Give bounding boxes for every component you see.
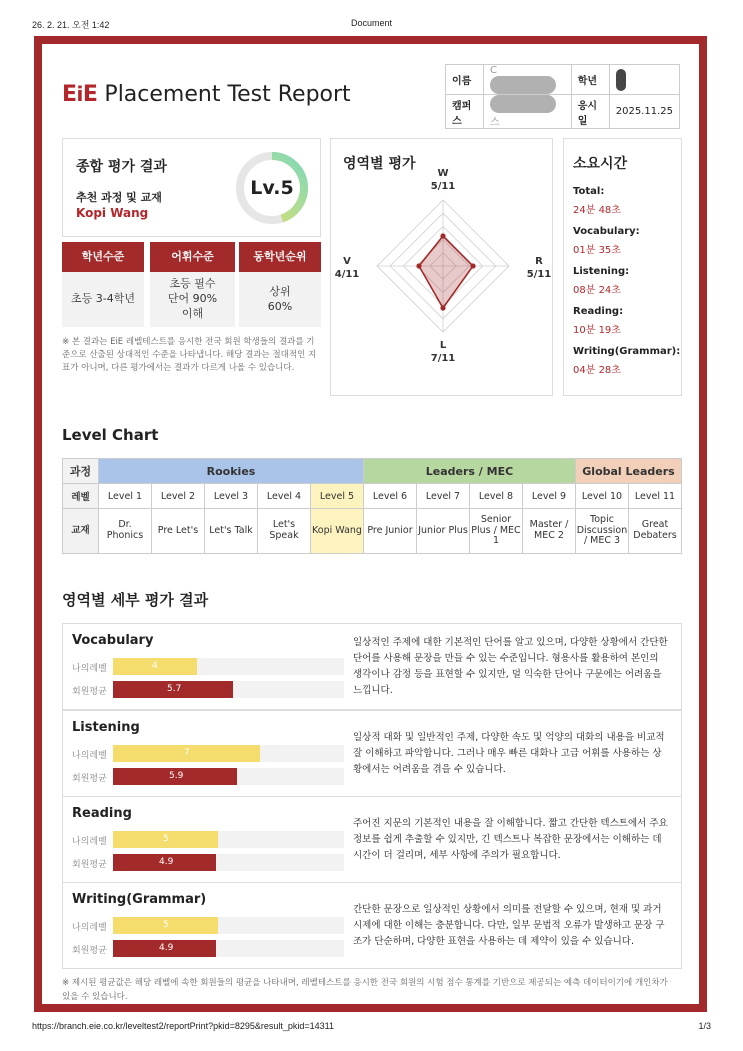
- my-level-track: [113, 831, 344, 848]
- detail-section: [62, 710, 682, 797]
- grade-value: [609, 65, 679, 95]
- time-total-label: Total:: [573, 186, 605, 197]
- avg-level-bar: [113, 768, 237, 785]
- radar-axis-score: 7/11: [430, 353, 456, 364]
- report-frame: [34, 36, 707, 1012]
- time-writing-label: Writing(Grammar):: [573, 346, 681, 357]
- stat-value-rank: 상위 60%: [239, 272, 321, 327]
- my-level-bar: [113, 917, 218, 934]
- avg-level-value: 4.9: [159, 857, 174, 867]
- detail-section: [62, 882, 682, 969]
- avg-level-label: 회원평균: [72, 687, 107, 697]
- time-total-value: 24분 48초: [573, 205, 621, 216]
- avg-level-track: [113, 768, 344, 785]
- book-cell: Kopi Wang: [311, 509, 364, 554]
- print-doc-title: Document: [350, 18, 393, 28]
- radar-axis-label: R: [535, 256, 543, 267]
- detail-section-name: Vocabulary: [72, 633, 154, 648]
- my-level-bar: [113, 658, 197, 675]
- avg-level-label: 회원평균: [72, 860, 107, 870]
- detail-section-name: Listening: [72, 720, 140, 735]
- avg-level-track: [113, 940, 344, 957]
- detail-section: [62, 796, 682, 883]
- result-note: ※ 본 결과는 EiE 레벨테스트를 응시한 전국 회원 학생들의 결과를 기준으로 산출된 상대적인 수준을 나타냅니다. 해당 결과는 절대적인 지표가 아니며, 다른 평가에서는 결과가 다르게 나올 수 있습니다.: [62, 337, 317, 374]
- print-url: https://branch.eie.co.kr/leveltest2/reportPrint?pkid=8295&result_pkid=14311: [32, 1021, 335, 1031]
- book-cell: Junior Plus: [417, 509, 470, 554]
- row-head-book: 교재: [63, 509, 99, 554]
- radar-axis-score: 5/11: [526, 269, 552, 280]
- level-chart-table: [62, 458, 682, 554]
- my-level-value: 5: [163, 920, 169, 930]
- book-cell: Topic Discussion / MEC 3: [576, 509, 629, 554]
- time-listening-label: Listening:: [573, 266, 630, 277]
- level-cell: Level 1: [99, 484, 152, 509]
- average-footnote: ※ 제시된 평균값은 해당 레벨에 속한 회원들의 평균을 나타내며, 레벨테스트를 응시한 전국 회원의 시험 점수 통계를 기반으로 제공되는 예측 데이터이기에 개인차가 있을 수 있습니다.: [62, 978, 668, 1002]
- course-group-leaders: Leaders / MEC: [364, 459, 576, 484]
- time-vocab-value: 01분 35초: [573, 245, 621, 256]
- course-group-global: Global Leaders: [576, 459, 682, 484]
- my-level-label: 나의레벨: [72, 923, 107, 933]
- student-info-table: [445, 64, 680, 129]
- stat-head-rank: 동학년순위: [239, 242, 321, 272]
- recommend-label: 추천 과정 및 교재: [76, 191, 162, 204]
- avg-level-track: [113, 681, 344, 698]
- radar-point: [470, 263, 475, 268]
- level-cell: Level 9: [523, 484, 576, 509]
- book-cell: Let's Talk: [205, 509, 258, 554]
- level-cell: Level 5: [311, 484, 364, 509]
- time-vocab-label: Vocabulary:: [573, 226, 640, 237]
- redaction-mask: [616, 69, 626, 91]
- avg-level-bar: [113, 940, 216, 957]
- radar-axis-score: 5/11: [430, 181, 456, 192]
- my-level-bar: [113, 831, 218, 848]
- book-cell: Master / MEC 2: [523, 509, 576, 554]
- level-cell: Level 6: [364, 484, 417, 509]
- detail-title: 영역별 세부 평가 결과: [62, 591, 209, 609]
- overall-result-card: [62, 138, 321, 237]
- avg-level-bar: [113, 854, 216, 871]
- report-title: [62, 82, 351, 107]
- radar-chart: [331, 139, 554, 397]
- my-level-label: 나의레벨: [72, 751, 107, 761]
- time-reading-label: Reading:: [573, 306, 624, 317]
- level-cell: Level 10: [576, 484, 629, 509]
- test-date-label: 응시일: [571, 95, 609, 129]
- radar-axis-label: W: [437, 168, 449, 179]
- book-cell: Pre Junior: [364, 509, 417, 554]
- area-eval-card: [330, 138, 553, 396]
- print-footer: [32, 1021, 711, 1035]
- campus-label: 캠퍼스: [446, 95, 484, 129]
- redaction-mask: [490, 76, 556, 94]
- radar-point: [416, 263, 421, 268]
- avg-level-value: 4.9: [159, 943, 174, 953]
- time-writing-value: 04분 28초: [573, 365, 621, 376]
- avg-level-value: 5.7: [167, 684, 182, 694]
- my-level-label: 나의레벨: [72, 664, 107, 674]
- book-cell: Pre Let's: [152, 509, 205, 554]
- time-listening-value: 08분 24초: [573, 285, 621, 296]
- detail-description: 주어진 지문의 기본적인 내용을 잘 이해합니다. 짧고 간단한 텍스트에서 주요 정보를 쉽게 추출할 수 있지만, 긴 텍스트나 복잡한 문장에서는 이해하는 데 시간이 더 걸리며, 세부 사항에 주의가 필요합니다.: [353, 817, 668, 862]
- name-label: 이름: [446, 65, 484, 95]
- detail-description: 일상적인 주제에 대한 기본적인 단어를 알고 있으며, 다양한 상황에서 간단한 단어를 사용해 문장을 만들 수 있는 수준입니다. 형용사를 활용하여 본인의 생각이나 감정 등을 표현할 수 있지만, 덜 익숙한 단어나 구문에는 어려움을 느낍니다.: [353, 636, 668, 697]
- redaction-mask: [490, 95, 556, 113]
- detail-section-name: Writing(Grammar): [72, 892, 207, 907]
- detail-description: 일상적 대화 및 일반적인 주제, 다양한 속도 및 억양의 대화의 내용을 비교적 잘 이해하고 파악합니다. 그러나 매우 빠른 대화나 고급 어휘를 사용하는 상황에서는 어려움을 겪을 수 있습니다.: [353, 731, 665, 776]
- level-badge: Lv.5: [250, 177, 294, 199]
- grade-label: 학년: [571, 65, 609, 95]
- eie-logo: EiE: [62, 82, 98, 107]
- level-chart-title: Level Chart: [62, 426, 159, 444]
- avg-level-label: 회원평균: [72, 774, 107, 784]
- level-cell: Level 4: [258, 484, 311, 509]
- row-head-course: 과정: [63, 459, 99, 484]
- avg-level-bar: [113, 681, 233, 698]
- my-level-bar: [113, 745, 260, 762]
- radar-point: [440, 233, 445, 238]
- avg-level-label: 회원평균: [72, 946, 107, 956]
- my-level-value: 5: [163, 834, 169, 844]
- my-level-value: 7: [184, 748, 190, 758]
- level-cell: Level 3: [205, 484, 258, 509]
- campus-value: 스: [484, 95, 572, 129]
- stat-head-vocab: 어휘수준: [150, 242, 235, 272]
- stat-value-vocab: 초등 필수 단어 90% 이해: [150, 272, 235, 327]
- test-date-value: 2025.11.25: [609, 95, 679, 129]
- book-cell: Let's Speak: [258, 509, 311, 554]
- avg-level-value: 5.9: [169, 771, 184, 781]
- book-cell: Dr. Phonics: [99, 509, 152, 554]
- level-cell: Level 11: [629, 484, 682, 509]
- my-level-track: [113, 745, 344, 762]
- row-head-level: 레벨: [63, 484, 99, 509]
- level-cell: Level 7: [417, 484, 470, 509]
- overall-title: 종합 평가 결과: [76, 159, 167, 175]
- print-header: [32, 18, 711, 32]
- name-value: C: [484, 65, 572, 95]
- time-taken-card: [563, 138, 682, 396]
- course-group-rookies: Rookies: [99, 459, 364, 484]
- book-cell: Great Debaters: [629, 509, 682, 554]
- time-title: 소요시간: [573, 156, 628, 172]
- level-cell: Level 2: [152, 484, 205, 509]
- radar-point: [440, 305, 445, 310]
- print-page-number: 1/3: [698, 1021, 711, 1031]
- avg-level-track: [113, 854, 344, 871]
- my-level-label: 나의레벨: [72, 837, 107, 847]
- detail-section: [62, 623, 682, 710]
- my-level-track: [113, 658, 344, 675]
- my-level-value: 4: [152, 661, 158, 671]
- print-datetime: 26. 2. 21. 오전 1:42: [32, 20, 110, 30]
- radar-axis-label: V: [343, 256, 351, 267]
- book-cell: Senior Plus / MEC 1: [470, 509, 523, 554]
- stat-value-grade: 초등 3-4학년: [62, 272, 144, 327]
- my-level-track: [113, 917, 344, 934]
- time-reading-value: 10분 19초: [573, 325, 621, 336]
- stat-head-grade: 학년수준: [62, 242, 144, 272]
- level-cell: Level 8: [470, 484, 523, 509]
- detail-section-name: Reading: [72, 806, 132, 821]
- radar-axis-score: 4/11: [334, 269, 360, 280]
- radar-axis-label: L: [439, 340, 447, 351]
- report-title-text: Placement Test Report: [104, 82, 351, 107]
- detail-description: 간단한 문장으로 일상적인 상황에서 의미를 전달할 수 있으며, 현재 및 과거 시제에 대한 이해는 충분합니다. 다만, 일부 문법적 오류가 발생하고 문장 구조가 단순하며, 다양한 표현을 사용하는 데 제약이 있을 수 있습니다.: [353, 903, 665, 948]
- recommend-value: Kopi Wang: [76, 206, 149, 220]
- area-eval-title: 영역별 평가: [343, 156, 416, 172]
